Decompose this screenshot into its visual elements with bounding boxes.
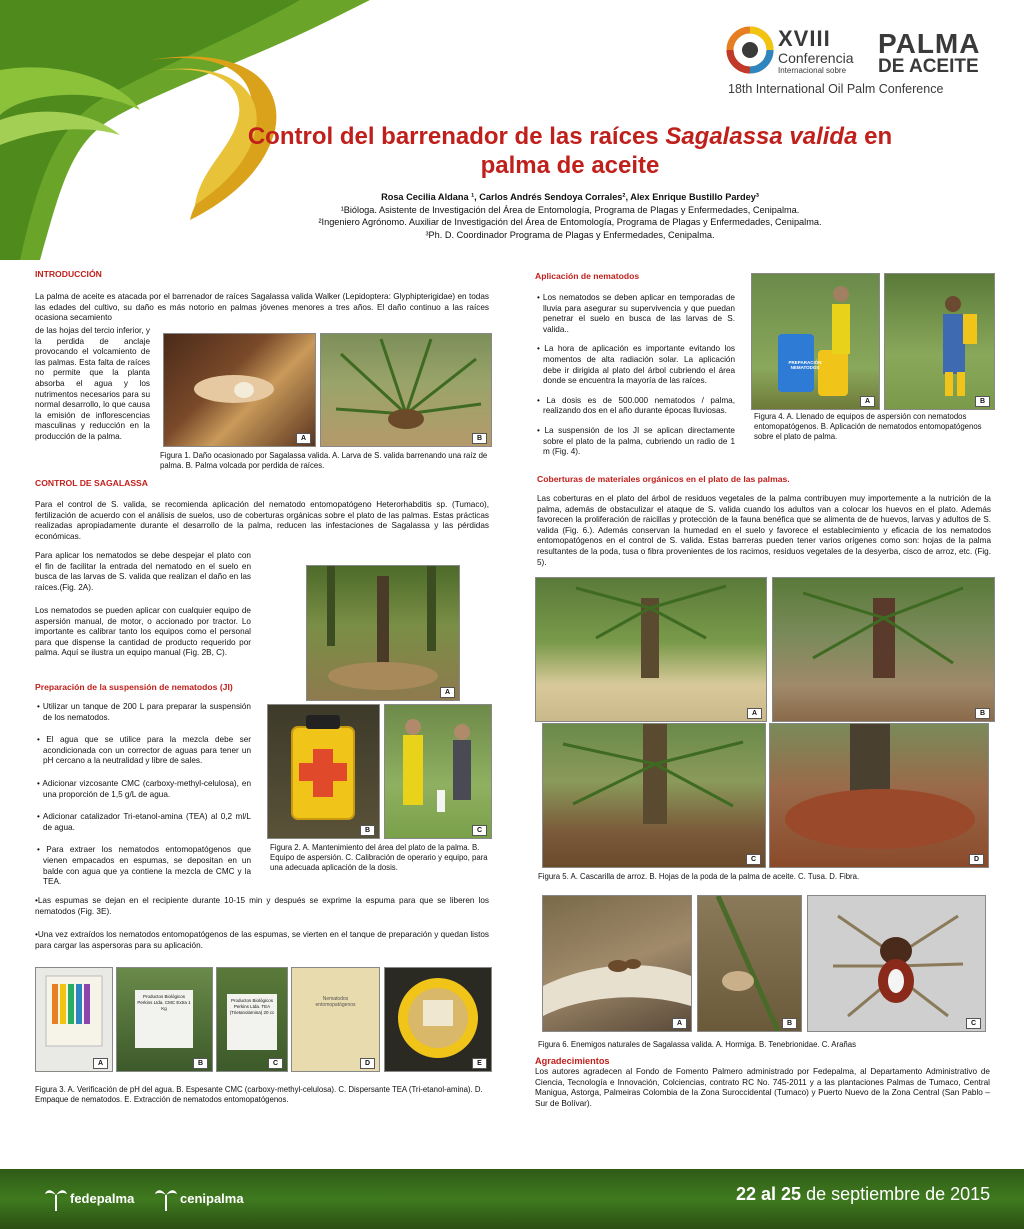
prep-bullet-list: • Utilizar un tanque de 200 L para preparar la suspensión de los nematodos. • El agua que se utilice para la mezcla debe ser acondicionada con un corrector de aguas para tener un pH cercano a la neutralidad y libre de sales. • Adicionar vizcosante CMC (carboxy-methyl-celulosa), en una proporción de 1,5 g/L de agua. • Adicionar catalizador Tri-etanol-amina (TEA) al 0,2 ml/L de agua. • Para extraer los nematodos entomopatógenos que vienen empacados en espumas, se depositan en un balde con agua que ya contiene la mezcla de CMC y la TEA. bbox=[37, 702, 251, 887]
fig5-label-a: A bbox=[747, 708, 762, 719]
bucket-label: PREPARACIÓN NEMATODOS bbox=[788, 360, 822, 370]
authors-block bbox=[230, 191, 910, 241]
fig6-photo-tenebrionidae bbox=[697, 895, 802, 1032]
apply-paragraph-1: Para aplicar los nematodos se debe despejar el plato con el fin de facilitar la entrada del nematodo en el suelo en busca de las larvas de S. valida que realizan el daño en las raíces.(Fig. 2A). bbox=[35, 551, 251, 592]
fig3-label-a: A bbox=[93, 1058, 108, 1069]
fig1-photo-fallen-palm bbox=[320, 333, 492, 447]
de-aceite-brand: DE ACEITE bbox=[878, 56, 979, 77]
fig3-label-c: C bbox=[268, 1058, 283, 1069]
aplic-bullet-4: La suspensión de los JI se aplican directamente sobre el plato de la palma, cubriendo un radio de 1 m (Fig. 4). bbox=[543, 425, 735, 457]
prep-bullet-2: El agua que se utilice para la mezcla debe ser acondicionada con un corrector de aguas para tener un pH cercano a la neutralidad y libre de sales. bbox=[43, 735, 251, 766]
fig3-photo-extraction bbox=[384, 967, 492, 1072]
footer-bar bbox=[0, 1169, 1024, 1229]
aplicacion-heading: Aplicación de nematodos bbox=[535, 271, 640, 281]
event-dates-rest: de septiembre de 2015 bbox=[801, 1184, 991, 1204]
fig6-photo-ant bbox=[542, 895, 692, 1032]
extra-paragraph-1: •Las espumas se dejan en el recipiente durante 10-15 min y después se exprime la espuma para que se liberen los nematodos (Fig. 3E). bbox=[35, 896, 489, 916]
affiliation-2: ²Ingeniero Agrónomo. Auxiliar de Investigación del Área de Entomología, Programa de Plagas y Enfermedades, Cenipalma. bbox=[318, 217, 822, 227]
fig3-label-e: E bbox=[472, 1058, 487, 1069]
authors: Rosa Cecilia Aldana ¹, Carlos Andrés Sendoya Corrales², Alex Enrique Bustillo Pardey³ bbox=[381, 192, 759, 202]
fig5-label-b: B bbox=[975, 708, 990, 719]
fig2-label-b: B bbox=[360, 825, 375, 836]
fig2-label-c: C bbox=[472, 825, 487, 836]
aplic-bullet-3: La dosis es de 500.000 nematodos / palma, realizando dos en el año durante épocas lluviosas. bbox=[543, 395, 735, 416]
fig2-label-a: A bbox=[440, 687, 455, 698]
tea-package-text: Productos Biológicos Perkins Ltda. TEA (Trietanolamina) 20 cc bbox=[227, 994, 277, 1050]
fig3-photo-cmc bbox=[116, 967, 213, 1072]
title-line2: palma de aceite bbox=[480, 152, 660, 179]
fig1-label-a: A bbox=[296, 433, 311, 444]
event-dates bbox=[736, 1184, 990, 1205]
conference-word: Conferencia bbox=[778, 50, 854, 66]
fig6-label-c: C bbox=[966, 1018, 981, 1029]
intro-paragraph-2: de las hojas del tercio inferior, y la perdida de anclaje provocando el volcamiento de las palmas. Esta falta de raíces no permite que la planta absorba el agua y los nutrimentos necesarios para su normal desarrollo, lo que causa la emisión de inflorescencias masculinas y reducción en la producción de la palma. bbox=[35, 326, 150, 441]
fig4-caption: Figura 4. A. Llenado de equipos de aspersión con nematodos entomopatógenos. B. Aplicación de nematodos entomopatógenos sobre el plato de palma. bbox=[754, 412, 982, 441]
title-part2: en bbox=[857, 123, 893, 150]
fig2-photo-sprayer bbox=[267, 704, 380, 839]
control-heading: CONTROL DE SAGALASSA bbox=[35, 478, 148, 488]
coberturas-paragraph: Las coberturas en el plato del árbol de residuos vegetales de la palma contribuyen muy importemente a la nutrición de la palma, además de obstaculizar el ataque de S. valida cuando los adultos van a colocar los huevos en el plato. Además favorecen la proliferación de raicillas y protección de la fauna benéfica que se alimenta de de huevos, larvas y adultos de S. valida (Fig. 6.). Además conservan la humedad en el suelo y favorece el establecimiento y eficacia de los nematodos entomopatógenos en el control de S. valida. Estas barreras pueden tener varios orígenes como son: hojas de la palma resultantes de la poda, tusa o fibra provenientes de los racimos, residuos vegetales de la desyerba, cisco de arroz, etc. (Fig. 5). bbox=[537, 494, 991, 567]
intro-paragraph-1: La palma de aceite es atacada por el barrenador de raíces Sagalassa valida Walker (Lepidoptera: Glyphipterigidae) en todas las edades del cultivo, su daño es más notorio en palmas jóvenes menores a tres años. El daño continuo a las raíces ocasiona secamiento bbox=[35, 292, 489, 323]
conference-roman: XVIII bbox=[778, 26, 831, 51]
fig4-label-b: B bbox=[975, 396, 990, 407]
fig4-photo-application bbox=[884, 273, 995, 410]
fig5-photo-fiber bbox=[769, 723, 989, 868]
fig3-caption: Figura 3. A. Verificación de pH del agua. B. Espesante CMC (carboxy-methyl-celulosa). C. Dispersante TEA (Tri-etanol-amina). D. Empaque de nematodos. E. Extracción de nematodos entomopatógenos. bbox=[35, 1085, 483, 1104]
conference-logo-icon bbox=[726, 26, 774, 74]
fig1-caption: Figura 1. Daño ocasionado por Sagalassa valida. A. Larva de S. valida barrenando una raíz de palma. B. Palma volcada por perdida de raíces. bbox=[160, 451, 488, 470]
prep-bullet-5: Para extraer los nematodos entomopatógenos que vienen empacados en espumas, se depositan en un balde con agua que ya contiene la mezcla de CMC y la TEA. bbox=[43, 845, 251, 887]
fig4-photo-filling bbox=[751, 273, 880, 410]
title-species: Sagalassa valida bbox=[665, 123, 858, 150]
fig6-label-b: B bbox=[782, 1018, 797, 1029]
agradecimientos-heading: Agradecimientos bbox=[535, 1056, 610, 1066]
affiliation-1: ¹Bióloga. Asistente de Investigación del Área de Entomología, Programa de Plagas y Enfermedades, Cenipalma. bbox=[340, 204, 800, 215]
nematode-package-text: Nematodos entomopatógenos bbox=[315, 996, 356, 1008]
event-dates-bold: 22 al 25 bbox=[736, 1184, 802, 1204]
prep-bullet-4: Adicionar catalizador Tri-etanol-amina (TEA) al 0,2 ml/L de agua. bbox=[42, 812, 251, 832]
fig6-photo-spider bbox=[807, 895, 986, 1032]
title-part1: Control del barrenador de las raíces bbox=[247, 123, 666, 150]
intro-heading: INTRODUCCIÓN bbox=[35, 269, 102, 279]
fig5-label-c: C bbox=[746, 854, 761, 865]
fig3-photo-tea bbox=[216, 967, 288, 1072]
poster-title bbox=[200, 122, 940, 180]
fig2-caption: Figura 2. A. Mantenimiento del área del plato de la palma. B. Equipo de aspersión. C. Calibración de operario y equipo, para una adecuada aplicación de la dosis. bbox=[270, 843, 488, 872]
fig3-label-d: D bbox=[360, 1058, 375, 1069]
fig1-photo-larva bbox=[163, 333, 316, 447]
fedepalma-logo-icon bbox=[44, 1185, 68, 1211]
fig5-label-d: D bbox=[969, 854, 984, 865]
fig6-label-a: A bbox=[672, 1018, 687, 1029]
fig1-label-b: B bbox=[472, 433, 487, 444]
fig2-photo-plate-maintenance bbox=[306, 565, 460, 701]
fig3-label-b: B bbox=[193, 1058, 208, 1069]
fig3-photo-ph bbox=[35, 967, 113, 1072]
fedepalma-brand: fedepalma bbox=[70, 1191, 135, 1206]
fig5-photo-pruned-leaves bbox=[772, 577, 995, 722]
agradecimientos-paragraph: Los autores agradecen al Fondo de Fomento Palmero administrado por Fedepalma, al Departamento Administrativo de Ciencia, Tecnología e Innovación, Colciencias, contrato RC No. 745-2011 y a las plantaciones Palmas de Tumaco, Central Manigua, Astorga, Palmeiras Colombia de la Zona Suroccidental (Tumaco) y Puerto Nuevo de la Zona Central (San Pablo – Sur de Bolívar). bbox=[535, 1067, 990, 1108]
coberturas-heading: Coberturas de materiales orgánicos en el plato de las palmas. bbox=[537, 474, 790, 484]
control-paragraph: Para el control de S. valida, se recomienda aplicación del nematodo entomopatógeno Heterorhabditis sp. (Tumaco), fertilización de acuerdo con el análisis de suelos, uso de coberturas orgánicas sobre el plato de las palmas. Estas prácticas realizadas apropiadamente durante el desarrollo de la palma, reducen las infestaciones de Sagalassa y las pérdidas económicas. bbox=[35, 500, 489, 541]
fig5-photo-tusa bbox=[542, 723, 766, 868]
prep-bullet-1: Utilizar un tanque de 200 L para preparar la suspensión de los nematodos. bbox=[42, 702, 251, 722]
extra-paragraph-2: •Una vez extraídos los nematodos entomopatógenos de las espumas, se vierten en el tanque de preparación y quedan listos para cargar las aspersoras para su aplicación. bbox=[35, 930, 489, 950]
fig6-caption: Figura 6. Enemigos naturales de Sagalassa valida. A. Hormiga. B. Tenebrionidae. C. Arañas bbox=[538, 1040, 856, 1049]
prep-bullet-3: Adicionar vizcosante CMC (carboxy-methyl-celulosa), en una proporción de 1,5 g/L de agua. bbox=[42, 778, 251, 799]
apply-paragraph-2: Los nematodos se pueden aplicar con cualquier equipo de aspersión manual, de motor, o accionado por tractor. Lo importante es calibrar tanto los equipos como el personal para que dispense la cantidad de producto requerido por palma. Aquí se ilustra un equipo manual (Fig. 2B, C). bbox=[35, 606, 251, 658]
aplic-bullet-1: Los nematodos se deben aplicar en temporadas de lluvia para asegurar su supervivencia y que puedan penetrar el suelo en busca de las larvas de S. valida.. bbox=[542, 293, 735, 334]
prep-heading: Preparación de la suspensión de nematodos (JI) bbox=[35, 682, 233, 692]
conference-sub: Internacional sobre bbox=[778, 66, 847, 75]
aplicacion-bullet-list: • Los nematodos se deben aplicar en temporadas de lluvia para asegurar su supervivencia y que puedan penetrar el suelo en busca de las larvas de S. valida.. • La hora de aplicación es importante evitando los momentos de alta radiación solar. La aplicación debe ir dirigida al plato del árbol cubriendo el área donde se encuentra la mayoría de las raíces. • La dosis es de 500.000 nematodos / palma, realizando dos en el año durante épocas lluviosas. • La suspensión de los JI se aplican directamente sobre el plato de la palma, cubriendo un radio de 1 m (Fig. 4). bbox=[537, 293, 735, 457]
aplic-bullet-2: La hora de aplicación es importante evitando los momentos de alta radiación solar. La aplicación debe ir dirigida al plato del árbol cubriendo el área donde se encuentra la mayoría de las raíces. bbox=[543, 344, 735, 386]
fig3-photo-nematode-package bbox=[291, 967, 380, 1072]
fig5-caption: Figura 5. A. Cascarilla de arroz. B. Hojas de la poda de la palma de aceite. C. Tusa. D. Fibra. bbox=[538, 872, 860, 881]
english-conference-name: 18th International Oil Palm Conference bbox=[728, 82, 944, 96]
cenipalma-logo-icon bbox=[154, 1185, 178, 1211]
cmc-package-text: Productos Biológicos Perkins Ltda. CMC Extra 1 Kg bbox=[135, 990, 193, 1048]
affiliation-3: ³Ph. D. Coordinador Programa de Plagas y Enfermedades, Cenipalma. bbox=[425, 229, 715, 240]
fig5-photo-rice-husk bbox=[535, 577, 767, 722]
cenipalma-brand: cenipalma bbox=[180, 1191, 244, 1206]
fig2-photo-calibration bbox=[384, 704, 492, 839]
palma-brand: PALMA bbox=[878, 28, 981, 59]
fig4-label-a: A bbox=[860, 396, 875, 407]
